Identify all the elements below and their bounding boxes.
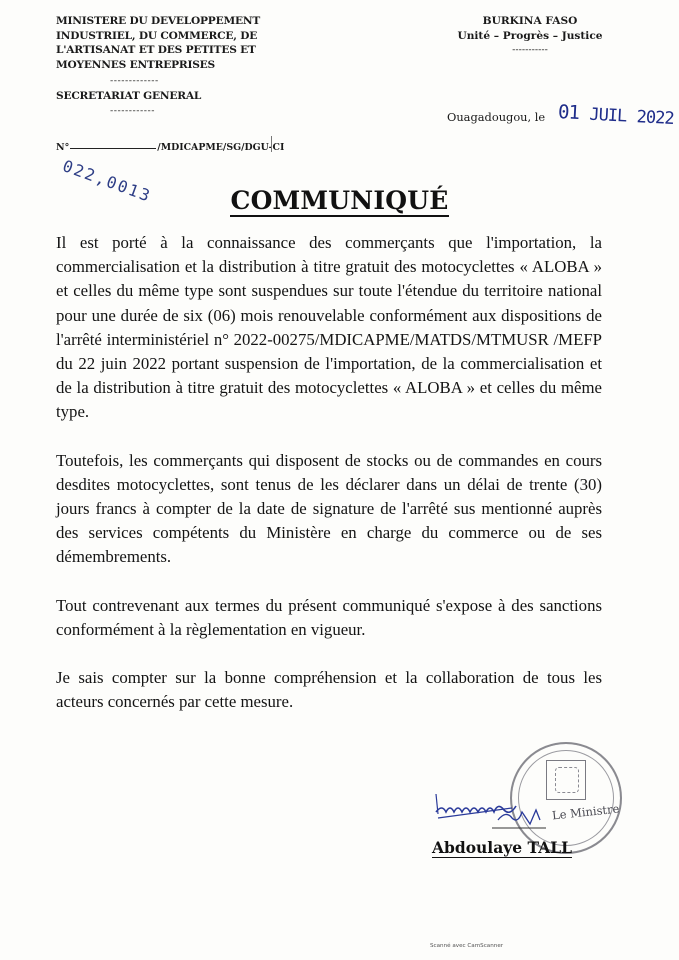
department-label: SECRETARIAT GENERAL [56,90,202,102]
reference-number [56,142,284,154]
signer-name-text: Abdoulaye TALL [432,838,573,857]
handwritten-signature [432,792,548,832]
reference-suffix: /MDICAPME/SG/DGU-CI [157,142,285,153]
date-year: 2022 [636,107,675,130]
ministry-line: MINISTERE DU DEVELOPPEMENT [56,15,261,27]
place-label: Ouagadougou, le [447,110,546,124]
country-header [430,14,630,58]
document-title [0,186,679,216]
separator: ------------ [110,106,155,116]
date-day: 01 [557,100,580,125]
separator: ------------- [110,76,159,86]
reference-blank-line [70,148,156,149]
seal-title: Le Ministre [551,801,620,823]
coat-of-arms-icon [546,760,586,800]
signer-name [432,838,572,857]
separator: ----------- [512,45,548,56]
title-text: COMMUNIQUÉ [230,186,449,215]
paragraph: Tout contrevenant aux termes du présent communiqué s'expose à des sanctions conformément à la règlementation en vigueur. [56,595,602,639]
ministry-header [56,14,316,72]
paragraph: Toutefois, les commerçants qui disposent de stocks ou de commandes en cours desdites motocyclettes, sont tenus de les déclarer dans un délai de trente (30) jours francs à compter de la date de signature de l'arrêté sus mentionné auprès des services compétents du Ministère en charge du commerce ou de ses démembrements. [56,450,602,567]
handwritten-mark [271,136,275,152]
ministry-line: MOYENNES ENTREPRISES [56,58,215,71]
reference-stamp: 022,0013 [60,156,155,206]
paragraph: Je sais compter sur la bonne compréhension et la collaboration de tous les acteurs concernés par cette mesure. [56,668,602,712]
country-name: BURKINA FASO [482,15,578,27]
document-body [56,231,602,714]
scanner-watermark: Scanné avec CamScanner [430,943,504,949]
ministry-line: L'ARTISANAT ET DES PETITES ET [56,44,256,57]
reference-prefix: N° [56,142,70,153]
ministry-line: INDUSTRIEL, DU COMMERCE, DE [56,29,258,42]
date-month: JUIL [588,104,627,127]
national-motto: Unité – Progrès – Justice [457,29,603,42]
paragraph: Il est porté à la connaissance des commerçants que l'importation, la commercialisation et la distribution à titre gratuit des motocyclettes « ALOBA » et celles du même type sont suspendues sur toute l'étendue du territoire national pour une durée de six (06) mois renouvelable conformément aux dispositions de l'arrêté interministériel n° 2022-00275/MDICAPME/MATDS/MTMUSR /MEFP du 22 juin 2022 portant suspension de l'importation, de la commercialisation et de la distribution à titre gratuit des motocyclettes « ALOBA » et celles du même type. [56,233,602,422]
date-stamp [557,101,674,130]
